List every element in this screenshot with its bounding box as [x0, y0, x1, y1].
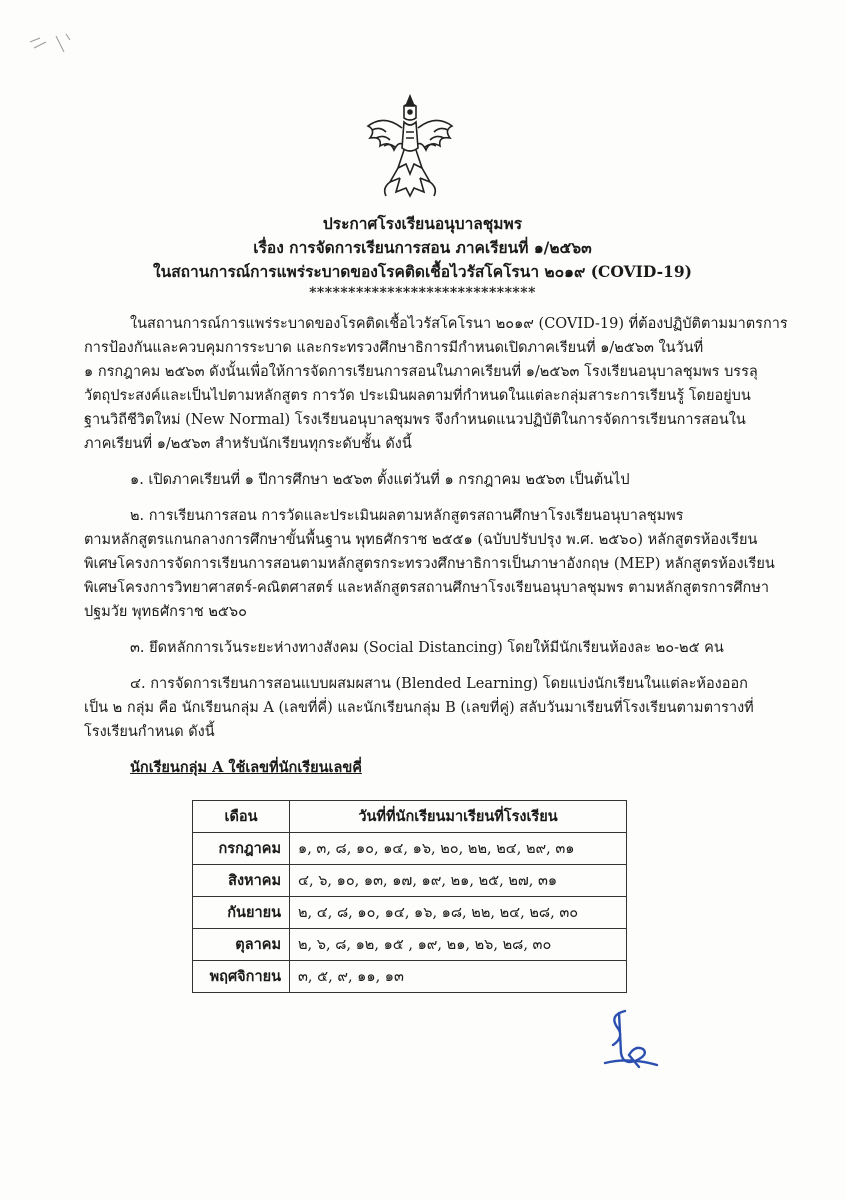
announcement-subject: เรื่อง การจัดการเรียนการสอน ภาคเรียนที่ ๑/๒๕๖๓ — [253, 238, 592, 257]
intro-line: ฐานวิถีชีวิตใหม่ (New Normal) โรงเรียนอนุบาลชุมพร จึงกำหนดแนวปฏิบัติในการจัดการเรียนการสอนใน — [84, 412, 746, 428]
dates-cell: ๔, ๖, ๑๐, ๑๓, ๑๗, ๑๙, ๒๑, ๒๕, ๒๗, ๓๑ — [290, 865, 627, 897]
item-4-line: เป็น ๒ กลุ่ม คือ นักเรียนกลุ่ม A (เลขที่คี่) และนักเรียนกลุ่ม B (เลขที่คู่) สลับวันมาเรียนที่โรงเรียนตามตารางที่ — [84, 700, 754, 716]
month-cell: กรกฎาคม — [193, 833, 290, 865]
announcement-title: ประกาศโรงเรียนอนุบาลชุมพร — [322, 214, 523, 233]
announcement-context: ในสถานการณ์การแพร่ระบาดของโรคติดเชื้อไวรัสโคโรนา ๒๐๑๙ (COVID-19) — [153, 262, 692, 281]
item-2-line: ปฐมวัย พุทธศักราช ๒๕๖๐ — [84, 604, 247, 620]
garuda-emblem-icon — [360, 92, 460, 200]
group-a-heading: นักเรียนกลุ่ม A ใช้เลขที่นักเรียนเลขคี่ — [130, 759, 362, 776]
table-row — [193, 833, 627, 865]
item-2-line: พิเศษโครงการจัดการเรียนการสอนตามหลักสูตรกระทรวงศึกษาธิการเป็นภาษาอังกฤษ (MEP) หลักสูตรห้องเรียน — [84, 556, 775, 572]
item-2-line: ตามหลักสูตรแกนกลางการศึกษาขั้นพื้นฐาน พุทธศักราช ๒๕๕๑ (ฉบับปรับปรุง พ.ศ. ๒๕๖๐) หลักสูตรห้องเรียน — [84, 532, 758, 548]
table-row — [193, 929, 627, 961]
item-4-line: โรงเรียนกำหนด ดังนี้ — [84, 724, 215, 740]
intro-line: ในสถานการณ์การแพร่ระบาดของโรคติดเชื้อไวรัสโคโรนา ๒๐๑๙ (COVID-19) ที่ต้องปฏิบัติตามมาตรการ — [130, 316, 788, 332]
month-cell: ตุลาคม — [193, 929, 290, 961]
item-4-line: ๔. การจัดการเรียนการสอนแบบผสมผสาน (Blended Learning) โดยแบ่งนักเรียนในแต่ละห้องออก — [130, 676, 748, 692]
table-header-row — [193, 801, 627, 833]
month-cell: พฤศจิกายน — [193, 961, 290, 993]
intro-line: ๑ กรกฎาคม ๒๕๖๓ ดังนั้นเพื่อให้การจัดการเรียนการสอนในภาคเรียนที่ ๑/๒๕๖๓ โรงเรียนอนุบาลชุมพร บรรลุ — [84, 364, 758, 380]
intro-line: ภาคเรียนที่ ๑/๒๕๖๓ สำหรับนักเรียนทุกระดับชั้น ดังนี้ — [84, 436, 412, 452]
announcement-body — [84, 312, 788, 780]
schedule-table — [192, 800, 627, 993]
table-row — [193, 865, 627, 897]
month-cell: สิงหาคม — [193, 865, 290, 897]
announcement-header — [0, 212, 845, 302]
item-1-line: ๑. เปิดภาคเรียนที่ ๑ ปีการศึกษา ๒๕๖๓ ตั้งแต่วันที่ ๑ กรกฎาคม ๒๕๖๓ เป็นต้นไป — [130, 472, 630, 488]
table-row — [193, 961, 627, 993]
month-cell: กันยายน — [193, 897, 290, 929]
dates-cell: ๓, ๕, ๙, ๑๑, ๑๓ — [290, 961, 627, 993]
month-column-header: เดือน — [193, 801, 290, 833]
item-2-line: ๒. การเรียนการสอน การวัดและประเมินผลตามหลักสูตรสถานศึกษาโรงเรียนอนุบาลชุมพร — [130, 508, 684, 524]
dates-cell: ๒, ๖, ๘, ๑๒, ๑๕ , ๑๙, ๒๑, ๒๖, ๒๘, ๓๐ — [290, 929, 627, 961]
item-3-line: ๓. ยึดหลักการเว้นระยะห่างทางสังคม (Social Distancing) โดยให้มีนักเรียนห้องละ ๒๐-๒๕ คน — [130, 640, 724, 656]
intro-line: การป้องกันและควบคุมการระบาด และกระทรวงศึกษาธิการมีกำหนดเปิดภาคเรียนที่ ๑/๒๕๖๓ ในวันที่ — [84, 340, 704, 356]
dates-cell: ๑, ๓, ๘, ๑๐, ๑๔, ๑๖, ๒๐, ๒๒, ๒๔, ๒๙, ๓๑ — [290, 833, 627, 865]
item-2-line: พิเศษโครงการวิทยาศาสตร์-คณิตศาสตร์ และหลักสูตรสถานศึกษาโรงเรียนอนุบาลชุมพร ตามหลักสูตรการศึกษา — [84, 580, 770, 596]
dates-cell: ๒, ๔, ๘, ๑๐, ๑๔, ๑๖, ๑๘, ๒๒, ๒๔, ๒๘, ๓๐ — [290, 897, 627, 929]
dates-column-header: วันที่ที่นักเรียนมาเรียนที่โรงเรียน — [290, 801, 627, 833]
intro-line: วัตถุประสงค์และเป็นไปตามหลักสูตร การวัด ประเมินผลตามที่กำหนดในแต่ละกลุ่มสาระการเรียนรู้ โดยอยู่บน — [84, 388, 751, 404]
signature-icon — [595, 1005, 665, 1075]
pen-mark-icon — [26, 30, 76, 60]
table-row — [193, 897, 627, 929]
header-separator: ***************************** — [309, 285, 536, 301]
